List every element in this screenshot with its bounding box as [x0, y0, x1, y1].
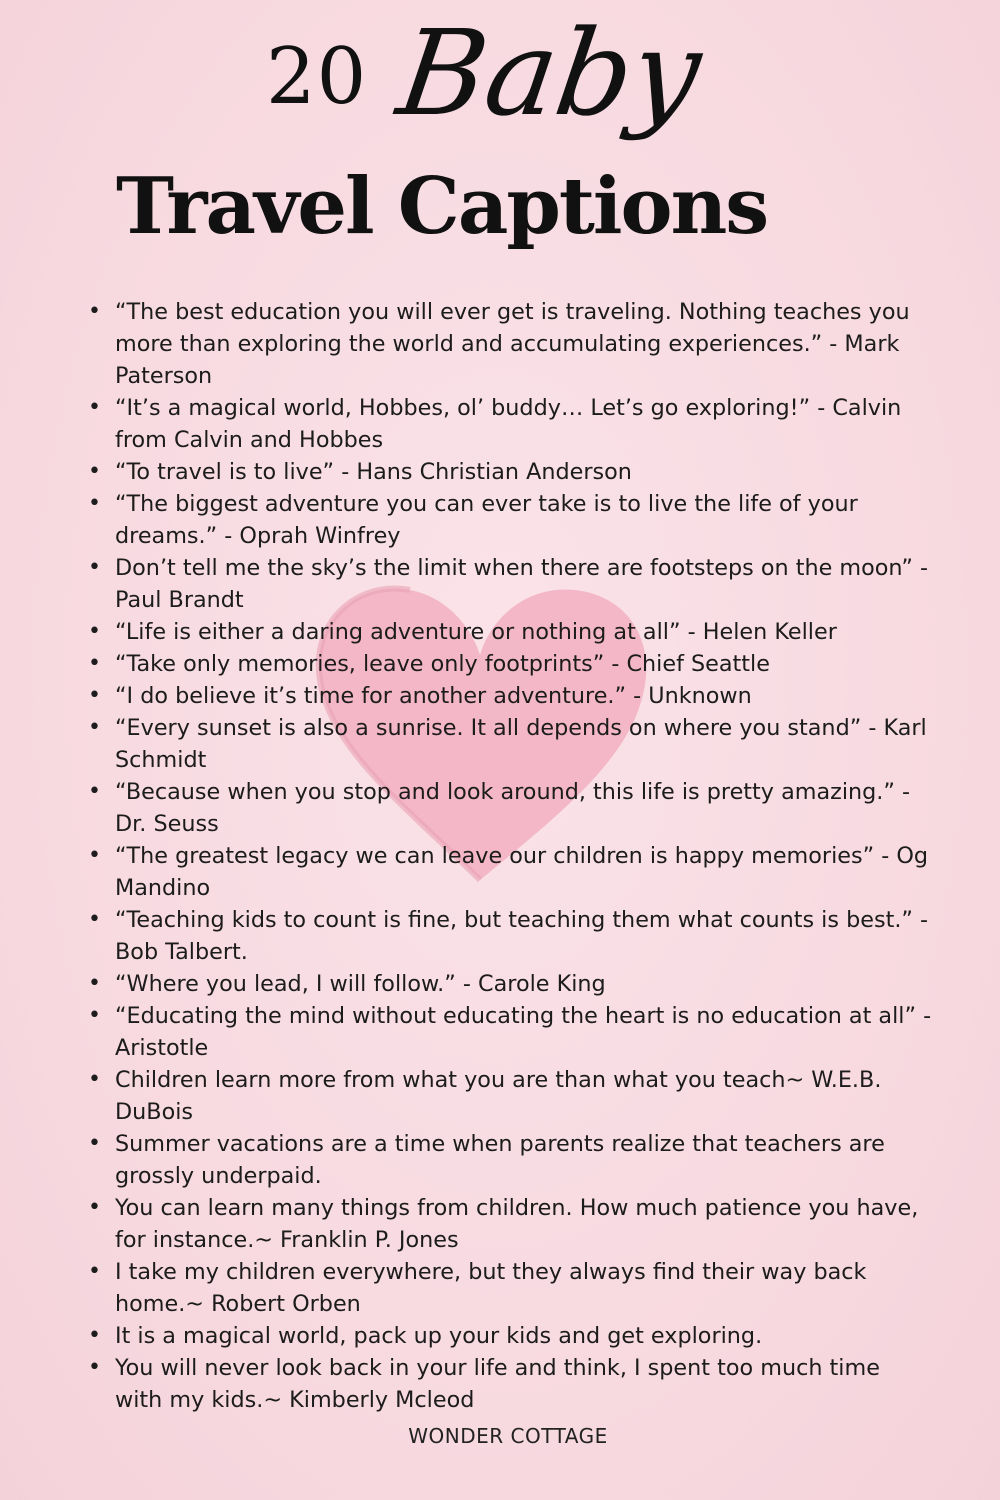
quote-text: “The best education you will ever get is traveling. Nothing teaches you more than exploring the world and accumulating experiences.” - Mark Paterson: [115, 299, 910, 389]
quote-text: You will never look back in your life and think, I spent too much time with my kids.~ Kimberly Mcleod: [115, 1355, 880, 1413]
quote-text: “Every sunset is also a sunrise. It all depends on where you stand” - Karl Schmidt: [115, 715, 927, 773]
bullet-icon: •: [88, 683, 101, 708]
quote-text: “The greatest legacy we can leave our children is happy memories” - Og Mandino: [115, 843, 929, 901]
quote-item: [88, 904, 934, 968]
bullet-icon: •: [88, 491, 101, 516]
quote-list: [88, 296, 934, 1416]
bullet-icon: •: [88, 1323, 101, 1348]
quote-item: [88, 392, 934, 456]
bullet-icon: •: [88, 1355, 101, 1380]
quote-item: [88, 1000, 934, 1064]
quote-item: [88, 1320, 934, 1352]
quote-item: [88, 1128, 934, 1192]
quote-item: [88, 648, 934, 680]
footer-brand: WONDER COTTAGE: [408, 1424, 608, 1448]
quote-text: “The biggest adventure you can ever take is to live the life of your dreams.” - Oprah Winfrey: [115, 491, 858, 549]
quote-text: “To travel is to live” - Hans Christian Anderson: [115, 459, 632, 485]
page-title: Travel Captions: [116, 161, 768, 252]
quote-item: [88, 616, 934, 648]
quote-text: It is a magical world, pack up your kids and get exploring.: [115, 1323, 763, 1349]
quote-item: [88, 712, 934, 776]
quote-text: Don’t tell me the sky’s the limit when there are footsteps on the moon” - Paul Brandt: [115, 555, 929, 613]
bullet-icon: •: [88, 1131, 101, 1156]
bullet-icon: •: [88, 299, 101, 324]
bullet-icon: •: [88, 459, 101, 484]
quote-item: [88, 968, 934, 1000]
bullet-icon: •: [88, 395, 101, 420]
bullet-icon: •: [88, 715, 101, 740]
bullet-icon: •: [88, 651, 101, 676]
bullet-icon: •: [88, 971, 101, 996]
quote-text: “It’s a magical world, Hobbes, ol’ buddy… Let’s go exploring!” - Calvin from Calvin and Hobbes: [115, 395, 902, 453]
quote-text: “I do believe it’s time for another adventure.” - Unknown: [115, 683, 752, 709]
quote-text: You can learn many things from children. How much patience you have, for instance.~ Franklin P. Jones: [115, 1195, 919, 1253]
quote-text: “Educating the mind without educating the heart is no education at all” - Aristotle: [115, 1003, 932, 1061]
quote-text: “Because when you stop and look around, this life is pretty amazing.” - Dr. Seuss: [115, 779, 911, 837]
quote-item: [88, 1256, 934, 1320]
bullet-icon: •: [88, 1003, 101, 1028]
quote-item: [88, 488, 934, 552]
quote-item: [88, 1064, 934, 1128]
bullet-icon: •: [88, 1067, 101, 1092]
title-number: 20: [266, 32, 368, 122]
quote-item: [88, 776, 934, 840]
bullet-icon: •: [88, 907, 101, 932]
quote-item: [88, 1192, 934, 1256]
bullet-icon: •: [88, 843, 101, 868]
bullet-icon: •: [88, 619, 101, 644]
quote-item: [88, 840, 934, 904]
quote-text: “Take only memories, leave only footprints” - Chief Seattle: [115, 651, 770, 677]
title-script-word: Baby: [390, 4, 709, 142]
quote-text: “Where you lead, I will follow.” - Carole King: [115, 971, 606, 997]
quote-item: [88, 680, 934, 712]
bullet-icon: •: [88, 1195, 101, 1220]
quote-text: “Teaching kids to count is fine, but teaching them what counts is best.” - Bob Talbert.: [115, 907, 929, 965]
bullet-icon: •: [88, 779, 101, 804]
bullet-icon: •: [88, 555, 101, 580]
quote-text: I take my children everywhere, but they always find their way back home.~ Robert Orben: [115, 1259, 867, 1317]
quote-item: [88, 1352, 934, 1416]
quote-text: Summer vacations are a time when parents realize that teachers are grossly underpaid.: [115, 1131, 885, 1189]
bullet-icon: •: [88, 1259, 101, 1284]
quote-item: [88, 552, 934, 616]
quote-item: [88, 456, 934, 488]
quote-item: [88, 296, 934, 392]
quote-text: Children learn more from what you are than what you teach~ W.E.B. DuBois: [115, 1067, 882, 1125]
quote-text: “Life is either a daring adventure or nothing at all” - Helen Keller: [115, 619, 837, 645]
